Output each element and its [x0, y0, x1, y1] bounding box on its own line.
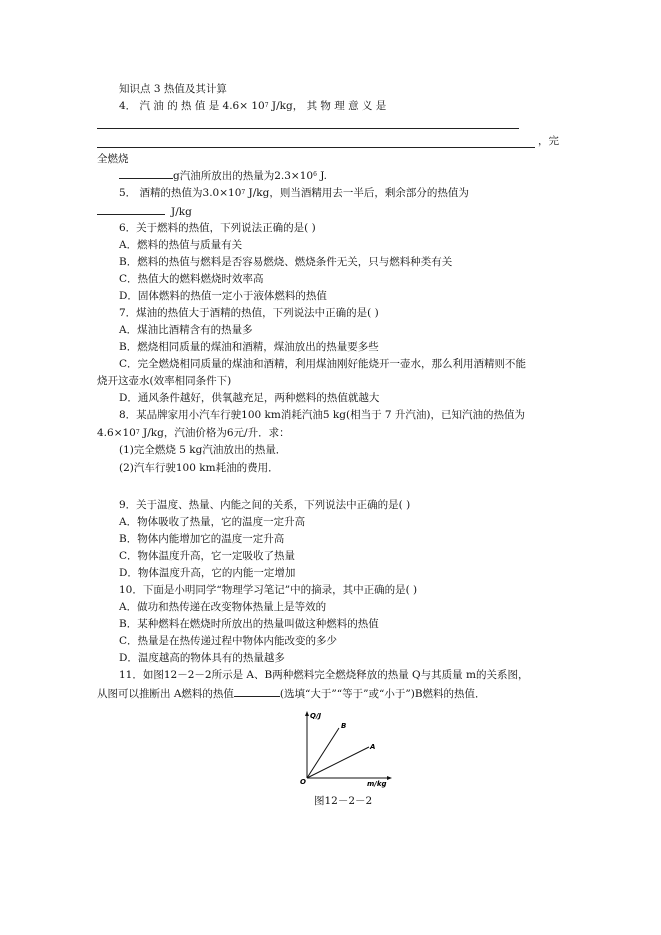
q4-text: 4． 汽 油 的 热 值 是 4.6× 10 [119, 100, 265, 112]
q4-answer-blank-2[interactable] [97, 147, 535, 148]
q-m-graph [295, 708, 395, 788]
origin-label: O [300, 778, 306, 786]
q9-option-a: A．物体吸收了热量，它的温度一定升高 [119, 516, 306, 528]
q8-sub-2: (2)汽车行驶100 km耗油的费用． [119, 462, 279, 474]
line-a [307, 747, 369, 778]
q6-option-d: D．固体燃料的热值一定小于液体燃料的热值 [119, 290, 327, 302]
q4-continuation-2 [119, 168, 327, 183]
q10-option-b: B．某种燃料在燃烧时所放出的热量叫做这种燃料的热值 [119, 618, 379, 630]
q10-option-c: C．热量是在热传递过程中物体内能改变的多少 [119, 635, 338, 647]
question-9-stem: 9．关于温度、热量、内能之间的关系，下列说法中正确的是( ) [119, 499, 411, 511]
question-11-stem: 11．如图12－2－2所示是 A、B两种燃料完全燃烧释放的热量 Q与其质量 m的关系图， [119, 669, 529, 681]
y-axis-arrow [305, 711, 309, 716]
q4-cont2-exponent: 6 [313, 171, 317, 178]
q9-option-b: B．物体内能增加它的温度一定升高 [119, 533, 285, 545]
question-5 [119, 186, 469, 200]
q5-answer-blank[interactable] [97, 204, 165, 215]
question-6-stem: 6．关于燃料的热值，下列说法正确的是( ) [119, 222, 316, 234]
q5-answer-line [97, 204, 192, 219]
q7-option-a: A．煤油比酒精含有的热量多 [119, 324, 253, 336]
q8-exponent: 7 [135, 429, 140, 436]
line-a-label: A [370, 743, 376, 751]
question-8-stem: 8．某品牌家用小汽车行驶100 km消耗汽油5 kg(相当于 7 升汽油)，已知汽油的热值为 [119, 409, 526, 421]
line-b-label: B [341, 722, 347, 730]
q9-option-c: C．物体温度升高，它一定吸收了热量 [119, 550, 296, 562]
question-7-stem: 7．煤油的热值大于酒精的热值，下列说法中正确的是( ) [119, 307, 379, 319]
question-4 [119, 99, 386, 113]
q4-answer-blank-1[interactable] [97, 128, 519, 129]
q11-stem2-rest: (选填“大于”“等于”或“小于”)B燃料的热值． [279, 688, 486, 700]
q6-option-a: A．燃料的热值与质量有关 [119, 239, 243, 251]
q7-option-d: D．通风条件越好，供氧越充足，两种燃料的热值就越大 [119, 392, 380, 404]
question-10-stem: 10．下面是小明同学“物理学习笔记”中的摘录，其中正确的是( ) [119, 584, 418, 596]
q8-stem-line-2 [97, 426, 290, 440]
q4-exponent: 7 [264, 102, 269, 109]
figure-caption: 图12－2－2 [314, 795, 373, 807]
q5-text-2: J/kg，则当酒精用去一半后，剩余部分的热值为 [245, 187, 469, 199]
y-axis-label: Q/J [310, 712, 322, 720]
q7-option-b: B．燃烧相同质量的煤油和酒精，煤油放出的热量要多些 [119, 341, 379, 353]
q7-option-c: C．完全燃烧相同质量的煤油和酒精，利用煤油刚好能烧开一壶水，那么利用酒精则不能 [119, 358, 527, 370]
q8-stem2-rest: J/kg，汽油价格为6元/升．求： [139, 427, 290, 439]
q5-exponent: 7 [241, 189, 246, 196]
q11-answer-blank[interactable] [234, 686, 280, 697]
q5-text: 5． 酒精的热值为3.0×10 [119, 187, 242, 199]
q4-mass-blank[interactable] [119, 168, 173, 179]
q4-text-2: J/kg， 其 物 理 意 义 是 [268, 100, 387, 112]
q8-sub-1: (1)完全燃烧 5 kg汽油放出的热量． [119, 444, 287, 456]
q11-stem2-text: 从图可以推断出 A燃料的热值 [97, 688, 234, 700]
x-axis-arrow [387, 776, 392, 780]
section-title: 知识点 3 热值及其计算 [119, 83, 227, 95]
q6-option-b: B．燃料的热值与燃料是否容易燃烧、燃烧条件无关，只与燃料种类有关 [119, 256, 453, 268]
q11-stem-line-2 [97, 686, 486, 701]
q4-cont2-text: g汽油所放出的热量为2.3×10 [173, 170, 314, 182]
q10-option-d: D．温度越高的物体具有的热量越多 [119, 652, 285, 664]
x-axis-label: m/kg [367, 780, 387, 788]
q9-option-d: D．物体温度升高，它的内能一定增加 [119, 567, 296, 579]
q4-continuation: 全燃烧 [97, 153, 129, 165]
q4-end-mark: ，完 [538, 135, 559, 147]
q4-cont2-unit: J. [316, 170, 327, 182]
q8-stem2-text: 4.6×10 [97, 427, 136, 439]
q7-option-c-continued: 烧开这壶水(效率相同条件下) [97, 375, 232, 387]
q10-option-a: A．做功和热传递在改变物体热量上是等效的 [119, 601, 327, 613]
q6-option-c: C．热值大的燃料燃烧时效率高 [119, 273, 264, 285]
q5-unit: J/kg [171, 206, 192, 218]
